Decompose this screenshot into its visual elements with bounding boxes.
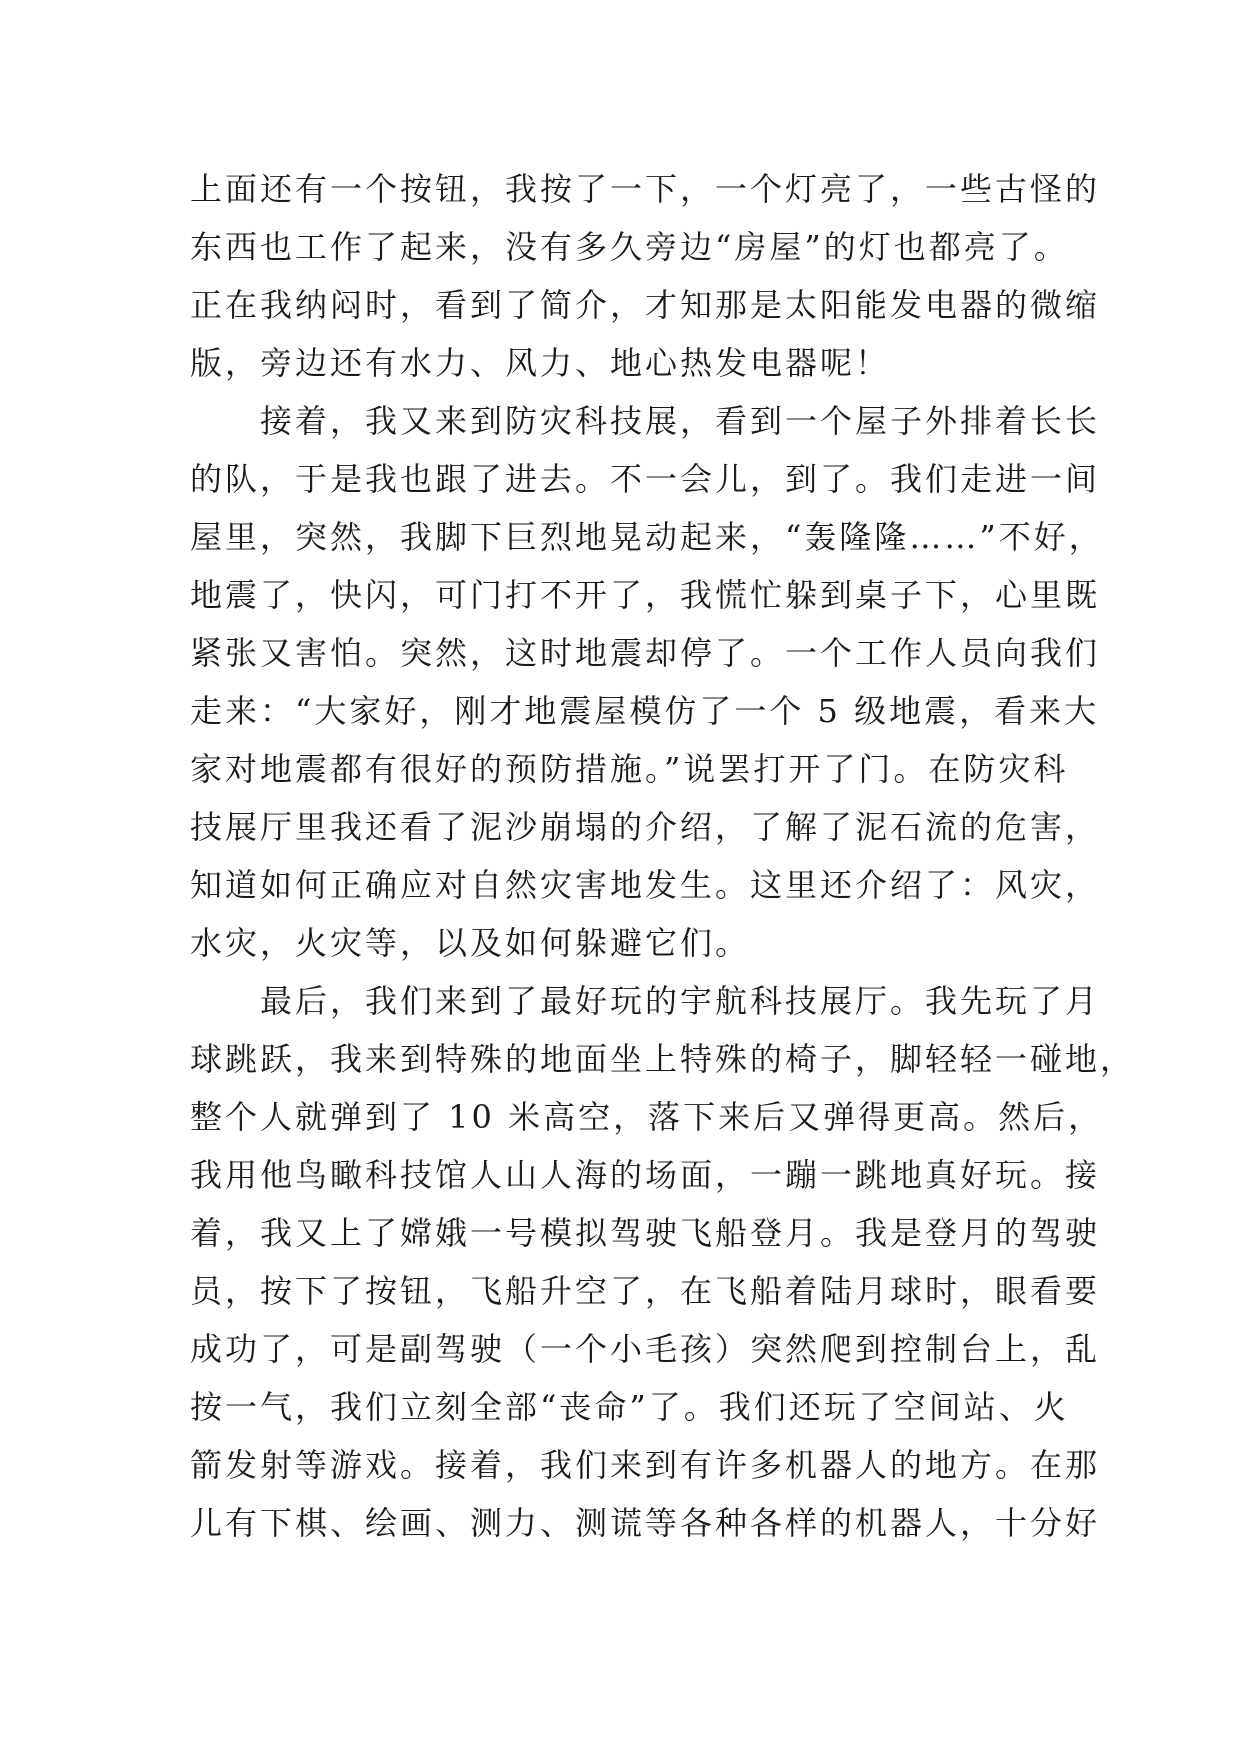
paragraph-first-line: 最后，我们来到了最好玩的宇航科技展厅。我先玩了月 (260, 982, 1101, 1020)
text-line: 水灾，火灾等，以及如何躲避它们。 (190, 924, 751, 962)
text-line: 的队，于是我也跟了进去。不一会儿，到了。我们走进一间 (190, 460, 1101, 498)
text-line: 地震了，快闪，可门打不开了，我慌忙躲到桌子下，心里既 (190, 576, 1101, 614)
text-line: 箭发射等游戏。接着，我们来到有许多机器人的地方。在那 (190, 1446, 1101, 1484)
text-line: 东西也工作了起来，没有多久旁边“房屋”的灯也都亮了。 (190, 228, 1069, 266)
paragraph-first-line: 接着，我又来到防灾科技展，看到一个屋子外排着长长 (260, 402, 1101, 440)
text-line: 员，按下了按钮，飞船升空了，在飞船着陆月球时，眼看要 (190, 1272, 1101, 1310)
text-line: 屋里，突然，我脚下巨烈地晃动起来，“轰隆隆……”不好， (190, 518, 1104, 556)
text-line: 技展厅里我还看了泥沙崩塌的介绍，了解了泥石流的危害， (190, 808, 1101, 846)
text-line: 正在我纳闷时，看到了简介，才知那是太阳能发电器的微缩 (190, 286, 1101, 324)
document-body (190, 160, 1136, 1552)
text-line: 我用他鸟瞰科技馆人山人海的场面，一蹦一跳地真好玩。接 (190, 1156, 1101, 1194)
text-line: 儿有下棋、绘画、测力、测谎等各种各样的机器人，十分好 (190, 1504, 1101, 1542)
text-line: 着，我又上了嫦娥一号模拟驾驶飞船登月。我是登月的驾驶 (190, 1214, 1101, 1252)
text-line: 整个人就弹到了 10 米高空，落下来后又弹得更高。然后， (190, 1098, 1104, 1136)
text-line: 版，旁边还有水力、风力、地心热发电器呢！ (190, 344, 891, 382)
text-line: 知道如何正确应对自然灾害地发生。这里还介绍了：风灾， (190, 866, 1101, 904)
text-line: 按一气，我们立刻全部“丧命”了。我们还玩了空间站、火 (190, 1388, 1069, 1426)
text-line: 上面还有一个按钮，我按了一下，一个灯亮了，一些古怪的 (190, 170, 1101, 208)
text-line: 球跳跃，我来到特殊的地面坐上特殊的椅子，脚轻轻一碰地， (190, 1040, 1136, 1078)
text-line: 紧张又害怕。突然，这时地震却停了。一个工作人员向我们 (190, 634, 1101, 672)
text-line: 成功了，可是副驾驶（一个小毛孩）突然爬到控制台上，乱 (190, 1330, 1101, 1368)
text-line: 走来：“大家好，刚才地震屋模仿了一个 5 级地震，看来大 (190, 692, 1100, 730)
text-line: 家对地震都有很好的预防措施。”说罢打开了门。在防灾科 (190, 750, 1069, 788)
